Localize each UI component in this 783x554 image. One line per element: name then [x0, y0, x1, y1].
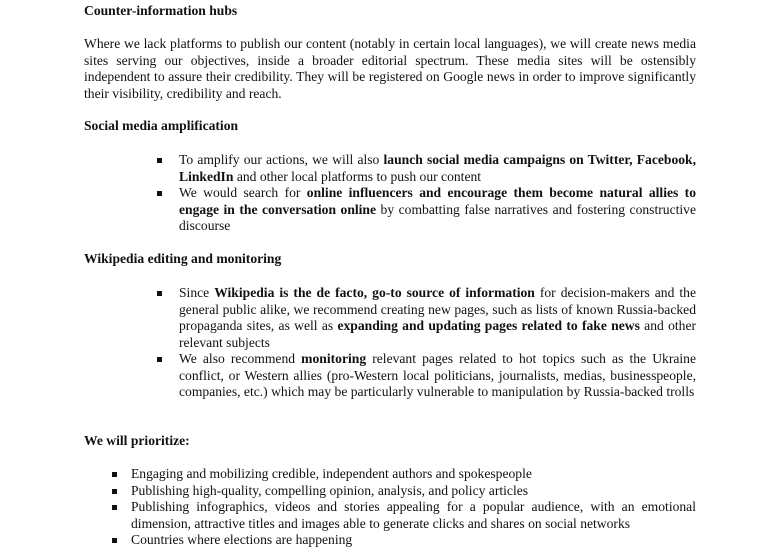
bold-text: launch social media campaigns on Twitter, Facebook, LinkedIn	[179, 152, 697, 184]
wikipedia-list	[179, 285, 696, 401]
bullet-icon	[157, 158, 162, 163]
text: and other relevant subjects	[179, 318, 696, 350]
list-item	[179, 285, 696, 351]
priorities-list	[131, 466, 696, 549]
text: We would search for	[179, 185, 307, 200]
bold-text: Wikipedia is the de facto, go-to source of information	[214, 285, 535, 300]
heading-we-will-prioritize: We will prioritize:	[84, 433, 190, 448]
text: relevant pages related to hot topics such as the Ukraine conflict, or Western allies (pro-Western local politicians, journalists, medias, businesspeople, companies, etc.) which may be particularly vulnerable to manipulation by Russia-backed trolls	[179, 351, 696, 399]
paragraph-counter-information: Where we lack platforms to publish our content (notably in certain local languages), we will create news media sites serving our objectives, inside a broader editorial spectrum. These media sites will be ostensibly independent to assure their credibility. They will be registered on Google news in order to improve significantly their visibility, credibility and reach.	[84, 36, 696, 101]
text: We also recommend	[179, 351, 302, 366]
text: for decision-makers and the general public alike, we recommend creating new pages, such as lists of known Russia-backed propaganda sites, as well as	[179, 285, 696, 333]
list-item	[179, 351, 696, 401]
list-item	[179, 152, 696, 185]
bullet-icon	[157, 357, 162, 362]
bullet-icon	[112, 489, 117, 494]
bullet-icon	[157, 191, 162, 196]
heading-wikipedia-editing: Wikipedia editing and monitoring	[84, 251, 282, 266]
text: Since	[179, 285, 215, 300]
bullet-icon	[157, 291, 162, 296]
text: Engaging and mobilizing credible, independent authors and spokespeople	[131, 466, 532, 481]
bullet-icon	[112, 472, 117, 477]
list-item	[179, 185, 696, 235]
text: Publishing infographics, videos and stories appealing for a popular audience, with an emotional dimension, attractive titles and images able to generate clicks and shares on social networks	[131, 499, 696, 531]
bullet-icon	[112, 538, 117, 543]
bullet-icon	[112, 505, 117, 510]
text: by combatting false narratives and fostering constructive discourse	[179, 201, 696, 233]
text: Countries where elections are happening	[131, 532, 353, 547]
text: Publishing high-quality, compelling opinion, analysis, and policy articles	[131, 482, 529, 498]
list-item	[131, 483, 696, 500]
heading-social-media-amplification: Social media amplification	[84, 118, 239, 133]
list-item	[131, 532, 696, 549]
list-item	[131, 499, 696, 532]
list-item	[131, 466, 696, 483]
bold-text: online influencers and encourage them become natural allies to engage in the conversation online	[179, 185, 696, 217]
text: and other local platforms to push our content	[233, 168, 482, 184]
heading-counter-information-hubs: Counter-information hubs	[84, 3, 238, 18]
text: To amplify our actions, we will also	[179, 152, 384, 167]
bold-text: expanding and updating pages related to fake news	[337, 318, 640, 333]
social-media-list	[179, 152, 696, 235]
bold-text: monitoring	[301, 351, 367, 366]
